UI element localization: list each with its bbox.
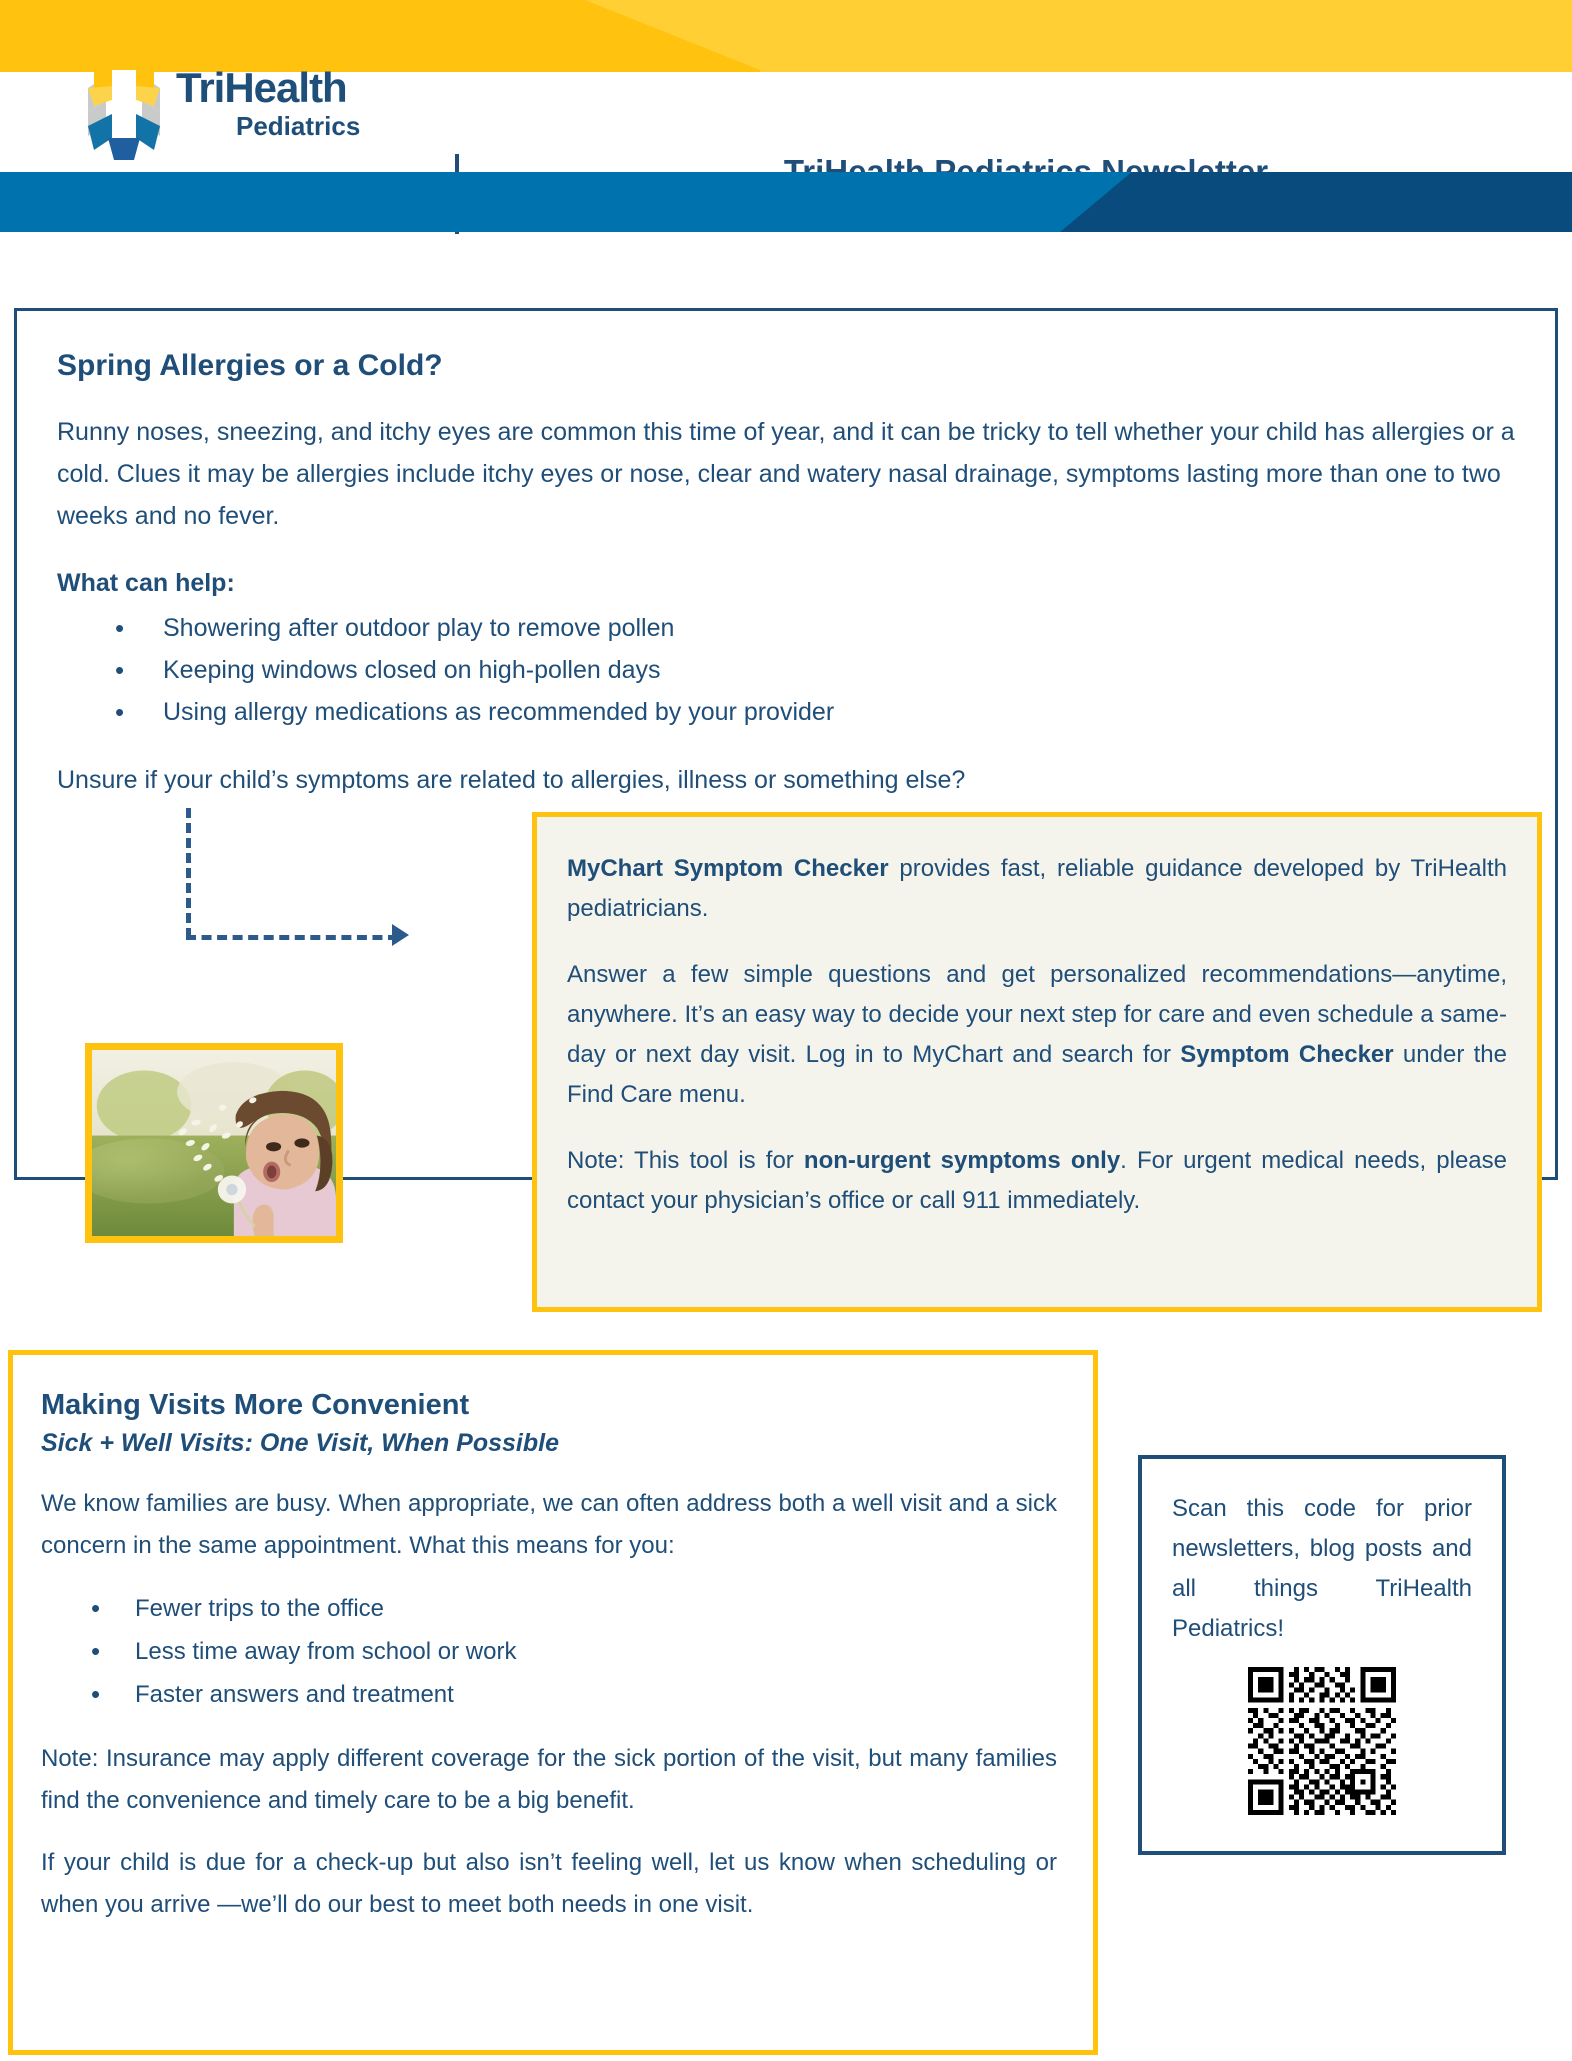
callout-paragraph-1: [567, 849, 1507, 929]
qr-code-container: [1172, 1667, 1472, 1815]
allergies-what-can-help-label: What can help:: [57, 569, 235, 597]
visits-insurance-note: Note: Insurance may apply different coverage for the sick portion of the visit, but many families find the convenience and timely care to be a big benefit.: [41, 1745, 1057, 1814]
callout-p1-rest: provides fast, reliable guidance developed by TriHealth pediatricians.: [567, 855, 1508, 922]
qr-code-icon[interactable]: [1248, 1667, 1396, 1815]
allergies-closing-question: Unsure if your child’s symptoms are related to allergies, illness or something else?: [57, 766, 966, 794]
list-item: • Fewer trips to the office: [91, 1587, 1057, 1630]
allergies-intro-paragraph: Runny noses, sneezing, and itchy eyes are common this time of year, and it can be tricky to tell whether your child has allergies or a cold. Clues it may be allergies include itchy eyes or nose, clear and watery nasal drainage, symptoms lasting more than one to two weeks and no fever.: [57, 418, 1515, 530]
visits-benefits-list: [41, 1587, 1057, 1716]
section-making-visits-convenient: [8, 1350, 1098, 2055]
callout-symptom-checker-bold: Symptom Checker: [1180, 1041, 1394, 1068]
qr-panel-text: Scan this code for prior newsletters, blog posts and all things TriHealth Pediatrics!: [1172, 1495, 1472, 1642]
trihealth-pediatrics-logo: [78, 60, 378, 172]
logo-pediatrics-text: Pediatrics: [236, 111, 361, 141]
photo-illustration: [92, 1050, 336, 1236]
visits-intro-paragraph: We know families are busy. When appropriate, we can often address both a well visit and a sick concern in the same appointment. What this means for you:: [41, 1490, 1057, 1559]
callout-paragraph-3-note: [567, 1141, 1507, 1221]
callout-nonurgent-bold: non-urgent symptoms only: [803, 1147, 1121, 1174]
header-band-right-accent: [760, 0, 1572, 72]
list-item: • Using allergy medications as recommended by your provider: [115, 691, 1515, 733]
callout-p2-b: under the Find Care menu.: [567, 1041, 1507, 1108]
header: [0, 64, 1572, 172]
list-item: • Less time away from school or work: [91, 1630, 1057, 1673]
girl-blowing-dandelion-photo: [85, 1043, 343, 1243]
list-item: • Faster answers and treatment: [91, 1673, 1057, 1716]
qr-code-panel: [1138, 1455, 1506, 1855]
callout-paragraph-2: [567, 955, 1507, 1115]
visits-section-subtitle: Sick + Well Visits: One Visit, When Possible: [41, 1429, 559, 1457]
visits-section-title: Making Visits More Convenient: [41, 1389, 470, 1421]
logo-wordmark: [176, 66, 360, 140]
callout-p3-b: . For urgent medical needs, please contact your physician’s office or call 911 immediately.: [567, 1147, 1507, 1214]
trihealth-cross-icon: [78, 66, 170, 162]
connector-dashed-vertical: [186, 808, 191, 938]
connector-dashed-horizontal: [186, 935, 398, 940]
list-item: • Showering after outdoor play to remove pollen: [115, 607, 1515, 649]
callout-mychart-bold: MyChart Symptom Checker: [567, 855, 889, 882]
callout-p2-a: Answer a few simple questions and get personalized recommendations—anytime, anywhere. It’s an easy way to decide your next step for care and even schedule a same-day or next day visit. Log in to MyChart and search for: [567, 961, 1507, 1068]
connector-arrowhead-icon: [392, 924, 409, 946]
allergies-section-title: Spring Allergies or a Cold?: [57, 349, 443, 382]
visits-closing-paragraph: If your child is due for a check-up but also isn’t feeling well, let us know when scheduling or when you arrive —we’ll do our best to meet both needs in one visit.: [41, 1849, 1057, 1918]
mychart-symptom-checker-callout: [532, 812, 1542, 1312]
allergies-tips-list: [57, 607, 1515, 733]
header-blue-band-dark-accent: [1060, 172, 1572, 232]
logo-trihealth-text: TriHealth: [176, 64, 347, 111]
callout-p3-a: Note: This tool is for: [567, 1147, 804, 1174]
list-item: • Keeping windows closed on high-pollen days: [115, 649, 1515, 691]
